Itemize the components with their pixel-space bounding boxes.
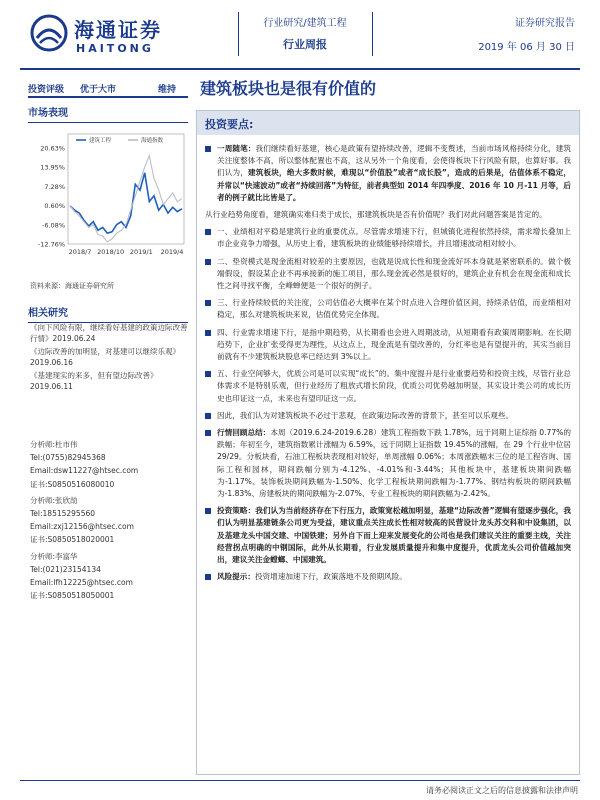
- key-point-text: 从行业趋势角度看，建筑确实难归类于成长，那建筑板块是否有价值呢？我们对此问题答案是肯定的。: [205, 210, 547, 220]
- related-research-heading: 相关研究: [28, 304, 188, 323]
- key-point-paragraph: [205, 327, 571, 364]
- analyst-name: 分析师:杜市伟: [30, 440, 78, 449]
- key-point-text: 本周（2019.6.24-2019.6.28）建筑工程指数下跌 1.78%，远于同期上证综指 0.77%的跌幅；年初至今，建筑指数累计涨幅为 6.59%，远于同期上证指数 19.45%的涨幅，在 29 个行业中位居 29/29。分板块看，石油工程板块表现相对较好，单周涨幅 0.06%；本周涨跌幅末三位的是工程咨询、国际工程和园林，期间跌幅分别为-4.12%、-4.01%和-3.44%；其他板块中，基建板块期间跌幅为-1.17%、装饰板块期间跌幅为-1.50%、化学工程板块期间跌幅为-1.77%、钢结构板块的期间跌幅为-1.83%、房建板块的期间跌幅为-2.07%、专业工程板块的期间跌幅为-2.42%。: [217, 428, 572, 499]
- key-point-text: 三、行业持续较低的关注度，公司估值必大概率在某个时点进入合理价值区间，持续杀估值，而业绩相对稳定，那么对建筑板块来说，估值优势完全体现。: [217, 298, 571, 320]
- logo-chinese-name: 海通证券: [74, 18, 162, 42]
- logo-english-name: HAITONG: [76, 42, 154, 55]
- key-point-emphasis: 我们认为当前经济存在下行压力，政策宽松越加明显，基建“边际改善”逻辑有望逐步强化，我们认为明显基建链条公司更为受益，建议重点关注成长性相对较高的民营设计龙头苏交科和中设集团，以及基建龙头中国交建、中国铁建；另外自下而上迎来发展变化的公司也是我们建议关注的重要主线，关注经营拐点明确的中钢国际，此外从长期看，行业发展质量提升和集中度提升，优质龙头公司价值越加突出，建议关注金螳螂、中国建筑。: [217, 506, 571, 565]
- rating-status: 维持: [158, 85, 177, 95]
- key-point-paragraph: [205, 143, 571, 204]
- legend-label: 建筑工程: [89, 138, 112, 144]
- analyst-name: 分析师:张欣劼: [30, 495, 78, 505]
- analyst-contacts: [30, 438, 188, 602]
- key-point-paragraph: [205, 256, 571, 293]
- key-point-text: 五、行业空间够大，优质公司是可以实现“成长”的。集中度提升是行业重要趋势和投资主线，尽管行业总体需求不是特别乐观，但行业经历了粗放式增长阶段，优质公司优势越加明显，其实设计类公司的成长历史也印证这一点，未来也有望印证这一点。: [217, 369, 571, 403]
- rating-underline: [28, 96, 188, 98]
- key-point-lead: 投资策略：: [217, 506, 256, 516]
- header-middle: [250, 14, 360, 52]
- report-date: 2019 年 06 月 30 日: [478, 42, 575, 53]
- analyst-tel: Tel:18515295560: [30, 509, 96, 519]
- key-point-lead: 一周随笔：: [217, 144, 256, 153]
- header-divider-left: [238, 12, 239, 56]
- analyst-tel: Tel:(021)23154134: [30, 564, 101, 574]
- report-type: 行业周报: [283, 38, 327, 51]
- key-point-paragraph: [205, 368, 571, 405]
- key-point-paragraph: [205, 297, 571, 321]
- key-point-lead: 行情回顾总结：: [217, 428, 271, 438]
- key-points-heading: 投资要点:: [205, 118, 254, 131]
- key-point-text: 投资增速加速下行，政策落地不及预期风险。: [254, 572, 407, 582]
- analyst-cert: 证书:S0850518020001: [30, 535, 115, 545]
- key-point-emphasis: 建筑板块，绝大多数时候，难现以“价值股”或者“成长股”，造成的后果是，估值体系不稳定，并常以“快速波动”或者“持续回落”为特征，前者典型如 2014 年四季度、2016 年 10 月-11 月等，后者的例子就比比皆是了。: [217, 168, 571, 202]
- market-performance-heading: 市场表现: [28, 104, 188, 123]
- y-tick-label: 7.28%: [44, 182, 65, 191]
- report-title: 建筑板块也是很有价值的: [200, 79, 377, 98]
- y-tick-label: 0.60%: [44, 202, 65, 211]
- related-research-list: [30, 322, 188, 394]
- rating-label: 投资评级: [28, 85, 65, 95]
- key-point-paragraph: [205, 427, 571, 500]
- analyst-email[interactable]: Email:dsw11227@htsec.com: [30, 466, 139, 476]
- related-item[interactable]: 《向下风险有限，继续看好基建的政策边际改善行情》2019.06.24: [30, 323, 188, 343]
- header-right: [455, 14, 575, 53]
- key-point-text: 一、业绩相对平稳是建筑行业的重要优点。尽管需求增速下行，但城镇化进程依然持续，需求增长叠加上市企业竞争力增强，从历史上看，建筑板块的业绩能够持续增长，并且增速波动相对较小。: [217, 227, 571, 249]
- report-series: 证券研究报告: [515, 18, 575, 29]
- analyst-tel: Tel:(0755)82945368: [30, 453, 106, 463]
- y-tick-label: -12.76%: [37, 240, 65, 249]
- analyst-name: 分析师:李富华: [30, 551, 78, 561]
- report-category: 行业研究/建筑工程: [263, 18, 347, 29]
- key-point-paragraph: [205, 505, 571, 566]
- report-header: [0, 0, 600, 75]
- analyst-email[interactable]: Email:lfh12225@htsec.com: [30, 578, 133, 588]
- investment-rating: [28, 80, 188, 96]
- analyst-email[interactable]: Email:zxj12156@htsec.com: [30, 522, 134, 532]
- analyst-cert: 证书:S0850518050001: [30, 591, 115, 601]
- series-line-1: [70, 156, 182, 242]
- chart-source: 资料来源：海通证券研究所: [30, 282, 114, 290]
- y-tick-label: 13.95%: [40, 163, 65, 172]
- legend-label: 海通指数: [141, 138, 164, 144]
- haitong-logo: [30, 10, 180, 60]
- y-tick-label: 20.63%: [40, 144, 65, 153]
- x-tick-label: 2019/1: [129, 248, 153, 256]
- key-point-text: 四、行业需求增速下行，是指中期趋势，从长期看也会进入周期波动，从短期看有政策周期影响。在长期趋势下，企业扩张受得更为理性，从这点上，现金流是有望改善的，分红率也是有望提升的，其实当前目前就有不少建筑板块股息率已经达到 3%以上。: [217, 327, 571, 362]
- x-tick-label: 2018/10: [97, 248, 125, 256]
- market-performance-section: [28, 104, 188, 123]
- key-points-list: [205, 143, 571, 589]
- key-point-lead: 风险提示：: [217, 572, 255, 582]
- footer-disclaimer: 请务必阅读正文之后的信息披露和法律声明: [426, 786, 578, 795]
- key-point-paragraph: [205, 226, 571, 250]
- key-points-box: [196, 110, 580, 775]
- key-point-paragraph: [205, 209, 571, 221]
- haitong-logo-icon: [30, 14, 68, 52]
- analyst-cert: 证书:S0850516080010: [30, 479, 115, 489]
- related-item[interactable]: 《基建现实的来多，但有望边际改善》2019.06.11: [30, 371, 158, 391]
- related-item[interactable]: 《边际改善的加明显，对基建可以继续乐观》2019.06.16: [30, 347, 180, 367]
- key-point-text: 二、垫资模式是现金流相对较差的主要原因，也就是说成长性和现金流好坏本身就是紧密联系的。做个极端假设，假设某企业不再承接新的施工项目，那么现金流必然是很好的，建筑企业有机会在现金流和成长性之间寻找平衡，全峰蝉便是一个很好的例子。: [217, 256, 571, 291]
- market-performance-chart: [28, 128, 188, 258]
- key-point-paragraph: [205, 410, 571, 422]
- x-tick-label: 2019/4: [160, 248, 184, 256]
- rating-value: 优于大市: [80, 85, 117, 95]
- x-tick-label: 2018/7: [68, 248, 92, 256]
- key-point-text: 因此，我们认为对建筑板块不必过于悲观，在政策边际改善的背景下，甚至可以乐观些。: [217, 410, 514, 420]
- header-rule: [20, 68, 580, 70]
- key-point-text: 我们继续看好基建，核心是政策有望持续改善，逻辑不变赘述，当前市场风格持续分化，建筑关注度整体不高，所以整体配置也不高，这从另外一个角度看，会使得板块下行风险有限，也算好事。我们认为，: [217, 144, 572, 178]
- key-points-header: [197, 111, 579, 135]
- header-divider-right: [372, 12, 373, 56]
- y-tick-label: -6.08%: [42, 221, 65, 230]
- footer-rule: [20, 780, 580, 781]
- key-point-paragraph: [205, 571, 571, 583]
